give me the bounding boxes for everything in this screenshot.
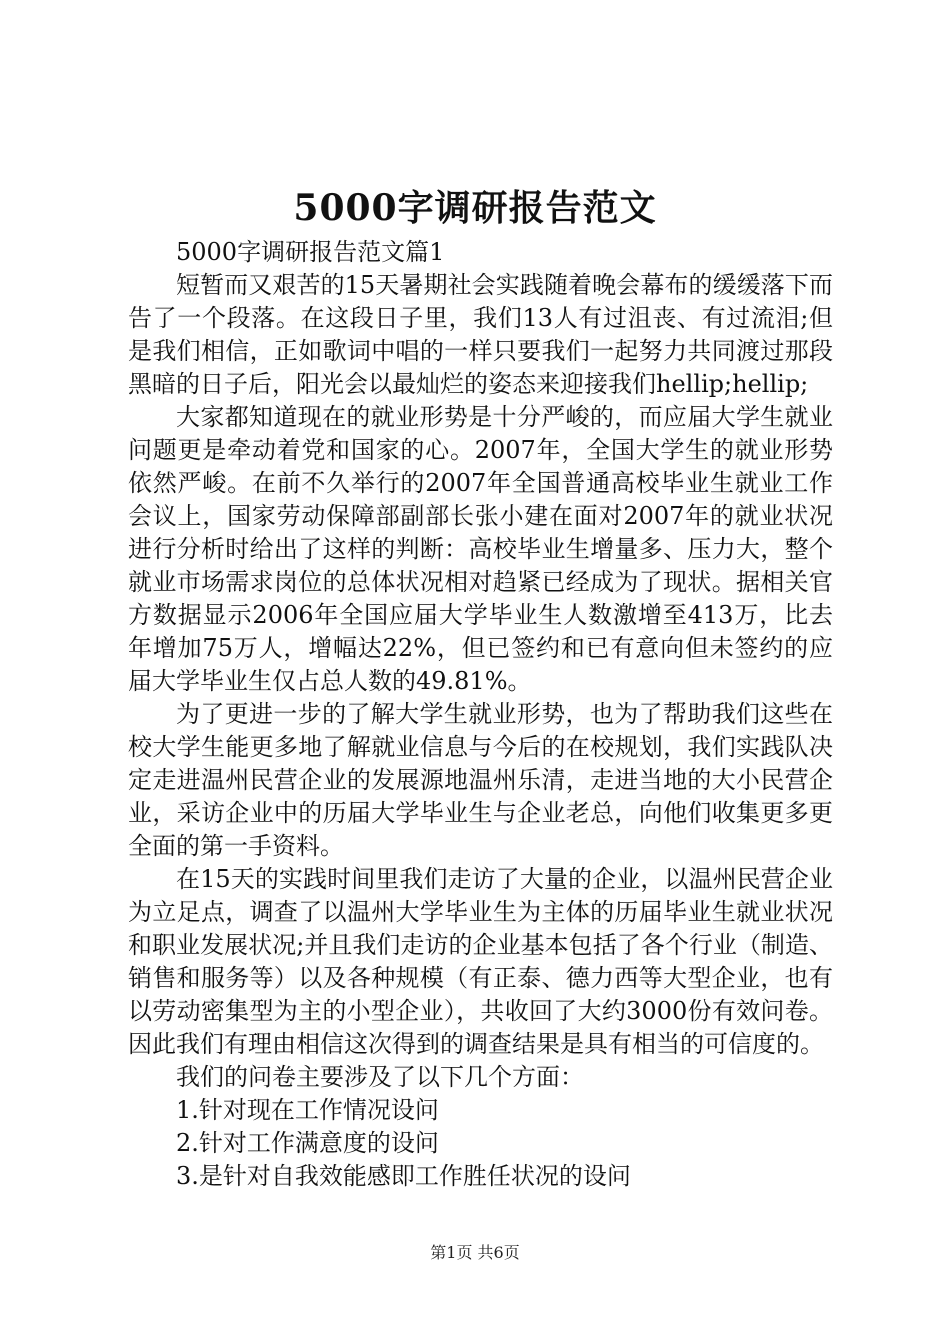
paragraph-employment-situation: 大家都知道现在的就业形势是十分严峻的，而应届大学生就业问题更是牵动着党和国家的心。2007年，全国大学生的就业形势依然严峻。在前不久举行的2007年全国普通高校毕业生就业工作会议上，国家劳动保障部副部长张小建在面对2007年的就业状况进行分析时给出了这样的判断：高校毕业生增量多、压力大，整个就业市场需求岗位的总体状况相对趋紧已经成为了现状。据相关官方数据显示2006年全国应届大学毕业生人数激增至413万，比去年增加75万人，增幅达22%，但已签约和已有意向但未签约的应届大学毕业生仅占总人数的49.81%。 — [128, 403, 833, 695]
document-body — [128, 236, 833, 1193]
paragraph-intro: 短暂而又艰苦的15天暑期社会实践随着晚会幕布的缓缓落下而告了一个段落。在这段日子里，我们13人有过沮丧、有过流泪;但是我们相信，正如歌词中唱的一样只要我们一起努力共同渡过那段黑暗的日子后，阳光会以最灿烂的姿态来迎接我们hellip;hellip; — [128, 271, 833, 398]
paragraph-survey: 在15天的实践时间里我们走访了大量的企业，以温州民营企业为立足点，调查了以温州大学毕业生为主体的历届毕业生就业状况和职业发展状况;并且我们走访的企业基本包括了各个行业（制造、销售和服务等）以及各种规模（有正泰、德力西等大型企业，也有以劳动密集型为主的小型企业），共收回了大约3000份有效问卷。因此我们有理由相信这次得到的调查结果是具有相当的可信度的。 — [128, 865, 833, 1058]
paragraph-purpose: 为了更进一步的了解大学生就业形势，也为了帮助我们这些在校大学生能更多地了解就业信息与今后的在校规划，我们实践队决定走进温州民营企业的发展源地温州乐清，走进当地的大小民营企业，采访企业中的历届大学毕业生与企业老总，向他们收集更多更全面的第一手资料。 — [128, 700, 833, 860]
section-heading: 5000字调研报告范文篇1 — [176, 238, 445, 266]
paragraph-questionnaire-intro: 我们的问卷主要涉及了以下几个方面： — [176, 1063, 584, 1091]
list-item: 1.针对现在工作情况设问 — [176, 1096, 439, 1124]
list-item: 2.针对工作满意度的设问 — [176, 1129, 439, 1157]
list-item: 3.是针对自我效能感即工作胜任状况的设问 — [176, 1162, 631, 1190]
page-number: 第1页 共6页 — [430, 1243, 520, 1262]
document-title: 5000字调研报告范文 — [293, 187, 657, 229]
